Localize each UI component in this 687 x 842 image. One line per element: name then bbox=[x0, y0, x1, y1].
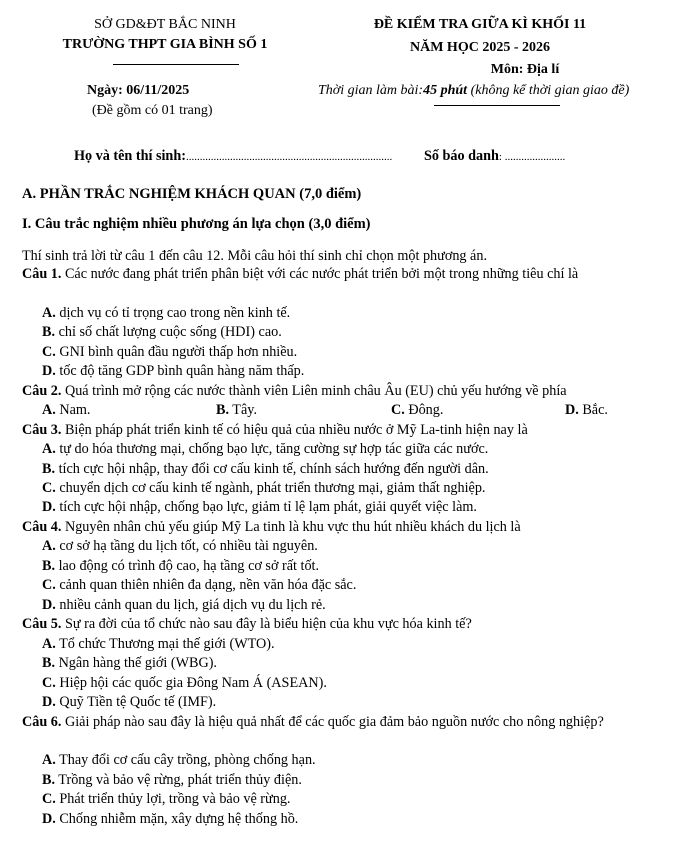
exam-date bbox=[87, 83, 189, 99]
student-name-label: Họ và tên thí sinh: bbox=[74, 148, 186, 164]
pages-note: (Đề gồm có 01 trang) bbox=[92, 103, 213, 118]
question-number: Câu 5. bbox=[22, 616, 62, 632]
exam-title: ĐỀ KIỂM TRA GIỮA KÌ KHỐI 11 bbox=[373, 17, 587, 32]
question-3 bbox=[22, 422, 662, 438]
header-underline-right bbox=[434, 105, 560, 106]
question-number: Câu 4. bbox=[22, 519, 62, 535]
question-6 bbox=[22, 714, 662, 730]
q5-option-b[interactable]: B. Ngân hàng thế giới (WBG). bbox=[42, 655, 217, 671]
question-number: Câu 1. bbox=[22, 266, 62, 282]
question-number: Câu 6. bbox=[22, 714, 62, 730]
q3-option-a[interactable]: A. tự do hóa thương mại, chống bạo lực, tăng cường sự hợp tác giữa các nước. bbox=[42, 441, 489, 457]
q3-option-c[interactable]: C. chuyển dịch cơ cấu kinh tế ngành, phát triển thương mại, giảm thất nghiệp. bbox=[42, 480, 486, 496]
q2-option-b[interactable]: B. Tây. bbox=[216, 402, 257, 418]
question-5 bbox=[22, 616, 662, 632]
q4-option-d[interactable]: D. nhiều cảnh quan du lịch, giá dịch vụ du lịch rẻ. bbox=[42, 597, 326, 613]
q2-option-a[interactable]: A. Nam. bbox=[42, 402, 91, 418]
question-text: Nguyên nhân chủ yếu giúp Mỹ La tinh là khu vực thu hút nhiều khách du lịch là bbox=[61, 519, 521, 535]
student-name-row bbox=[74, 148, 392, 166]
question-text: Các nước đang phát triển phân biệt với các nước phát triển bởi một trong những tiêu chí là bbox=[61, 266, 579, 282]
q6-option-c[interactable]: C. Phát triển thủy lợi, trồng và bảo vệ rừng. bbox=[42, 791, 291, 807]
question-number: Câu 3. bbox=[22, 422, 62, 438]
student-id-row bbox=[424, 148, 565, 166]
q6-option-d[interactable]: D. Chống nhiễm mặn, xây dựng hệ thống hồ. bbox=[42, 811, 299, 827]
school-name: TRƯỜNG THPT GIA BÌNH SỐ 1 bbox=[62, 37, 268, 52]
q2-option-c[interactable]: C. Đông. bbox=[391, 402, 444, 418]
header-underline-left bbox=[113, 64, 239, 65]
exam-duration bbox=[318, 83, 629, 99]
q4-option-b[interactable]: B. lao động có trình độ cao, hạ tầng cơ sở rất tốt. bbox=[42, 558, 320, 574]
q1-option-a[interactable]: A. dịch vụ có tỉ trọng cao trong nền kinh tế. bbox=[42, 305, 291, 321]
question-text: Biện pháp phát triển kinh tế có hiệu quả của nhiều nước ở Mỹ La-tinh hiện nay là bbox=[61, 422, 528, 438]
time-suffix: (không kể thời gian giao đề) bbox=[470, 83, 630, 98]
q5-option-d[interactable]: D. Quỹ Tiền tệ Quốc tế (IMF). bbox=[42, 694, 217, 710]
q5-option-a[interactable]: A. Tổ chức Thương mại thế giới (WTO). bbox=[42, 636, 275, 652]
question-4 bbox=[22, 519, 662, 535]
q3-option-b[interactable]: B. tích cực hội nhập, thay đổi cơ cấu kinh tế, chính sách hướng đến người dân. bbox=[42, 461, 489, 477]
question-text: Quá trình mở rộng các nước thành viên Liên minh châu Âu (EU) chủ yếu hướng về phía bbox=[61, 383, 567, 399]
q4-option-a[interactable]: A. cơ sở hạ tầng du lịch tốt, có nhiều tài nguyên. bbox=[42, 538, 318, 554]
section-a-heading: A. PHẦN TRẮC NGHIỆM KHÁCH QUAN (7,0 điểm) bbox=[22, 186, 362, 202]
time-prefix: Thời gian làm bài: bbox=[318, 83, 424, 98]
question-1 bbox=[22, 266, 662, 282]
question-2 bbox=[22, 383, 662, 399]
q1-option-b[interactable]: B. chỉ số chất lượng cuộc sống (HDI) cao. bbox=[42, 324, 282, 340]
instruction-text: Thí sinh trả lời từ câu 1 đến câu 12. Mỗi câu hỏi thí sinh chỉ chọn một phương án. bbox=[22, 248, 487, 264]
q6-option-a[interactable]: A. Thay đổi cơ cấu cây trồng, phòng chống hạn. bbox=[42, 752, 316, 768]
department-name: SỞ GD&ĐT BẮC NINH bbox=[94, 17, 236, 32]
date-label: Ngày: bbox=[87, 83, 123, 98]
q5-option-c[interactable]: C. Hiệp hội các quốc gia Đông Nam Á (ASEAN). bbox=[42, 675, 327, 691]
student-id-label: Số báo danh bbox=[424, 148, 499, 164]
student-id-field[interactable]: : ...................... bbox=[498, 151, 566, 163]
q3-option-d[interactable]: D. tích cực hội nhập, chống bạo lực, giảm tỉ lệ lạm phát, giải quyết việc làm. bbox=[42, 499, 477, 515]
question-number: Câu 2. bbox=[22, 383, 62, 399]
q1-option-d[interactable]: D. tốc độ tăng GDP bình quân hàng năm thấp. bbox=[42, 363, 305, 379]
q1-option-c[interactable]: C. GNI bình quân đầu người thấp hơn nhiều. bbox=[42, 344, 298, 360]
q4-option-c[interactable]: C. cảnh quan thiên nhiên đa dạng, nền văn hóa đặc sắc. bbox=[42, 577, 357, 593]
part-1-heading: I. Câu trắc nghiệm nhiều phương án lựa chọn (3,0 điểm) bbox=[22, 216, 371, 232]
q2-option-d[interactable]: D. Bắc. bbox=[565, 402, 608, 418]
school-year: NĂM HỌC 2025 - 2026 bbox=[410, 40, 550, 55]
subject: Môn: Địa lí bbox=[490, 62, 560, 77]
student-name-field[interactable]: ........................................................................... bbox=[185, 151, 393, 163]
date-value: 06/11/2025 bbox=[126, 83, 190, 98]
question-text: Giải pháp nào sau đây là hiệu quả nhất để các quốc gia đảm bảo nguồn nước cho nông nghiệp? bbox=[61, 714, 604, 730]
time-value: 45 phút bbox=[423, 83, 468, 98]
q6-option-b[interactable]: B. Trồng và bảo vệ rừng, phát triển thủy điện. bbox=[42, 772, 302, 788]
question-text: Sự ra đời của tổ chức nào sau đây là biểu hiện của khu vực hóa kinh tế? bbox=[61, 616, 472, 632]
